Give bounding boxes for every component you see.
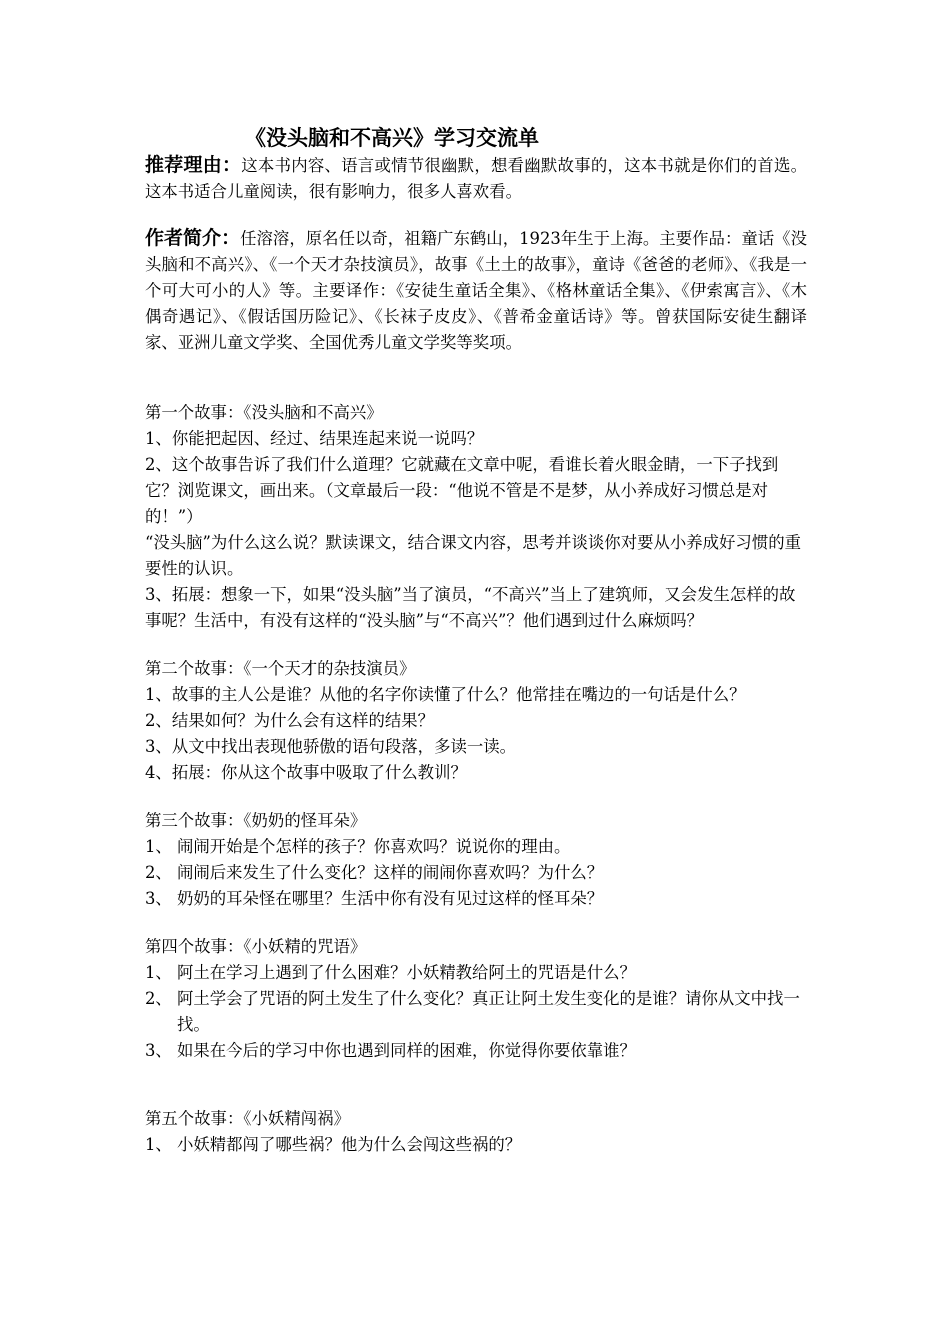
story-2-section — [145, 656, 807, 786]
story-2-question-4: 4、拓展：你从这个故事中吸取了什么教训？ — [145, 763, 467, 782]
document-content — [145, 124, 807, 1158]
recommend-text: 这本书内容、语言或情节很幽默，想看幽默故事的，这本书就是你们的首选。这本书适合儿童阅读，很有影响力，很多人喜欢看。 — [145, 156, 807, 201]
story-1-section — [145, 400, 807, 634]
story-4-question-2 — [145, 986, 807, 1038]
story-3-question-2 — [145, 860, 807, 886]
question-number: 3、 — [145, 1041, 172, 1060]
question-text: 阿土在学习上遇到了什么困难？小妖精教给阿土的咒语是什么？ — [177, 963, 636, 982]
story-3-title: 第三个故事：《奶奶的怪耳朵》 — [145, 811, 367, 830]
story-3-section — [145, 808, 807, 912]
story-1-question-2-followup: “没头脑”为什么这么说？默读课文，结合课文内容，思考并谈谈你对要从小养成好习惯的重要性的认识。 — [145, 533, 801, 578]
author-text: 任溶溶，原名任以奇，祖籍广东鹤山，1923年生于上海。主要作品：童话《没头脑和不高兴》、《一个天才杂技演员》，故事《土土的故事》，童诗《爸爸的老师》、《我是一个可大可小的人》等。主要译作：《安徒生童话全集》、《格林童话全集》、《伊索寓言》、《木偶奇遇记》、《假话国历险记》、《长袜子皮皮》、《普希金童话诗》等。曾获国际安徒生翻译家、亚洲儿童文学奖、全国优秀儿童文学奖等奖项。 — [145, 229, 807, 352]
question-number: 1、 — [145, 837, 172, 856]
story-5-question-1 — [145, 1132, 807, 1158]
question-text: 小妖精都闯了哪些祸？他为什么会闯这些祸的？ — [177, 1135, 522, 1154]
story-3-question-1 — [145, 834, 807, 860]
question-number: 2、 — [145, 989, 172, 1008]
question-text: 阿土学会了咒语的阿土发生了什么变化？真正让阿土发生变化的是谁？请你从文中找一找。 — [177, 989, 800, 1034]
question-number: 1、 — [145, 963, 172, 982]
author-paragraph — [145, 225, 807, 356]
question-number: 3、 — [145, 889, 172, 908]
story-1-question-2: 2、这个故事告诉了我们什么道理？它就藏在文章中呢，看谁长着火眼金睛，一下子找到它？浏览课文，画出来。（文章最后一段：“他说不管是不是梦，从小养成好习惯总是对的！”） — [145, 455, 779, 526]
recommend-label: 推荐理由： — [145, 154, 242, 176]
story-3-question-3 — [145, 886, 807, 912]
question-text: 闹闹后来发生了什么变化？这样的闹闹你喜欢吗？为什么？ — [177, 863, 604, 882]
question-text: 奶奶的耳朵怪在哪里？生活中你有没有见过这样的怪耳朵？ — [177, 889, 604, 908]
story-2-title: 第二个故事：《一个天才的杂技演员》 — [145, 659, 416, 678]
story-2-question-3: 3、从文中找出表现他骄傲的语句段落，多读一读。 — [145, 737, 517, 756]
story-1-question-3: 3、拓展：想象一下，如果“没头脑”当了演员，“不高兴”当上了建筑师，又会发生怎样的故事呢？生活中，有没有这样的“没头脑”与“不高兴”？他们遇到过什么麻烦吗？ — [145, 585, 796, 630]
story-4-question-1 — [145, 960, 807, 986]
question-text: 如果在今后的学习中你也遇到同样的困难，你觉得你要依靠谁？ — [177, 1041, 636, 1060]
recommend-paragraph — [145, 152, 807, 205]
document-title: 《没头脑和不高兴》学习交流单 — [245, 126, 539, 150]
story-1-question-1: 1、你能把起因、经过、结果连起来说一说吗？ — [145, 429, 484, 448]
question-number: 1、 — [145, 1135, 172, 1154]
story-5-title: 第五个故事：《小妖精闯祸》 — [145, 1109, 350, 1128]
story-4-section — [145, 934, 807, 1064]
story-5-section — [145, 1106, 807, 1158]
story-4-title: 第四个故事：《小妖精的咒语》 — [145, 937, 367, 956]
question-text: 闹闹开始是个怎样的孩子？你喜欢吗？说说你的理由。 — [177, 837, 571, 856]
author-label: 作者简介： — [145, 227, 241, 249]
question-number: 2、 — [145, 863, 172, 882]
story-2-question-1: 1、故事的主人公是谁？从他的名字你读懂了什么？他常挂在嘴边的一句话是什么？ — [145, 685, 746, 704]
story-1-title: 第一个故事：《没头脑和不高兴》 — [145, 403, 383, 422]
story-2-question-2: 2、结果如何？为什么会有这样的结果？ — [145, 711, 435, 730]
story-4-question-3 — [145, 1038, 807, 1064]
